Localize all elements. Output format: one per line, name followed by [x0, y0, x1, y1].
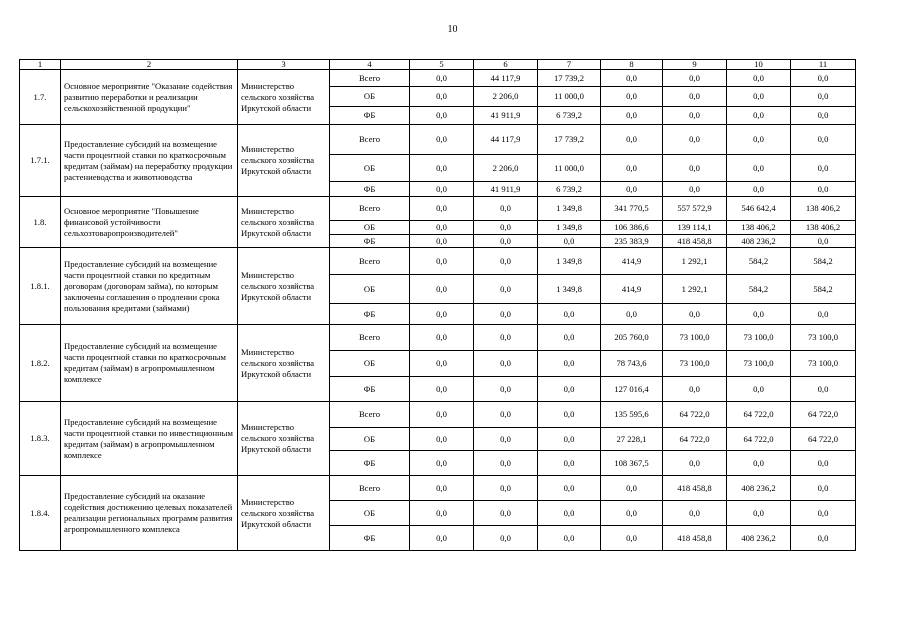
amount-cell: 0,0 — [791, 304, 856, 325]
amount-cell: 0,0 — [474, 275, 538, 304]
amount-cell: 73 100,0 — [727, 351, 791, 377]
amount-cell: 0,0 — [474, 221, 538, 235]
funding-source: Всего — [330, 197, 410, 221]
amount-cell: 0,0 — [474, 451, 538, 476]
amount-cell: 0,0 — [727, 451, 791, 476]
amount-cell: 0,0 — [538, 325, 601, 351]
amount-cell: 0,0 — [538, 526, 601, 551]
measure-description: Предоставление субсидий на оказание содействия достижению целевых показателей реализации региональных программ развития агропромышленного комплекса — [61, 476, 238, 551]
measure-description: Основное мероприятие "Повышение финансовой устойчивости сельхозтоваропроизводителей" — [61, 197, 238, 248]
amount-cell: 27 228,1 — [601, 428, 663, 451]
amount-cell: 0,0 — [474, 325, 538, 351]
responsible-organization: Министерство сельского хозяйства Иркутской области — [238, 476, 330, 551]
amount-cell: 235 383,9 — [601, 235, 663, 248]
funding-source: ОБ — [330, 428, 410, 451]
amount-cell: 0,0 — [791, 476, 856, 501]
amount-cell: 0,0 — [410, 526, 474, 551]
amount-cell: 0,0 — [663, 377, 727, 402]
amount-cell: 64 722,0 — [663, 402, 727, 428]
amount-cell: 2 206,0 — [474, 155, 538, 182]
amount-cell: 0,0 — [410, 402, 474, 428]
amount-cell: 0,0 — [663, 501, 727, 526]
amount-cell: 1 349,8 — [538, 248, 601, 275]
header-row — [20, 60, 856, 70]
funding-source: Всего — [330, 325, 410, 351]
funding-source: Всего — [330, 248, 410, 275]
amount-cell: 0,0 — [727, 182, 791, 197]
row-number: 1.8.2. — [20, 325, 61, 402]
amount-cell: 64 722,0 — [791, 402, 856, 428]
amount-cell: 0,0 — [538, 402, 601, 428]
amount-cell: 73 100,0 — [663, 325, 727, 351]
amount-cell: 0,0 — [727, 501, 791, 526]
amount-cell: 0,0 — [538, 377, 601, 402]
amount-cell: 0,0 — [538, 476, 601, 501]
amount-cell: 0,0 — [663, 125, 727, 155]
amount-cell: 0,0 — [663, 155, 727, 182]
amount-cell: 0,0 — [663, 451, 727, 476]
amount-cell: 0,0 — [791, 526, 856, 551]
amount-cell: 0,0 — [410, 377, 474, 402]
header-cell: 11 — [791, 60, 856, 70]
amount-cell: 418 458,8 — [663, 476, 727, 501]
amount-cell: 0,0 — [727, 107, 791, 125]
amount-cell: 0,0 — [410, 304, 474, 325]
budget-table — [19, 59, 856, 551]
table-row — [20, 476, 856, 501]
amount-cell: 0,0 — [410, 248, 474, 275]
amount-cell: 0,0 — [663, 107, 727, 125]
amount-cell: 0,0 — [727, 125, 791, 155]
amount-cell: 64 722,0 — [727, 402, 791, 428]
amount-cell: 138 406,2 — [791, 221, 856, 235]
amount-cell: 44 117,9 — [474, 125, 538, 155]
amount-cell: 0,0 — [601, 501, 663, 526]
amount-cell: 0,0 — [791, 87, 856, 107]
amount-cell: 557 572,9 — [663, 197, 727, 221]
amount-cell: 64 722,0 — [727, 428, 791, 451]
amount-cell: 0,0 — [791, 125, 856, 155]
amount-cell: 127 016,4 — [601, 377, 663, 402]
table-row — [20, 248, 856, 275]
page-number: 10 — [447, 24, 458, 35]
amount-cell: 0,0 — [410, 351, 474, 377]
funding-source: ОБ — [330, 155, 410, 182]
amount-cell: 0,0 — [791, 70, 856, 87]
funding-source: ФБ — [330, 451, 410, 476]
amount-cell: 41 911,9 — [474, 107, 538, 125]
amount-cell: 0,0 — [474, 197, 538, 221]
amount-cell: 584,2 — [727, 248, 791, 275]
amount-cell: 0,0 — [727, 304, 791, 325]
amount-cell: 73 100,0 — [791, 351, 856, 377]
table-row — [20, 402, 856, 428]
amount-cell: 73 100,0 — [791, 325, 856, 351]
amount-cell: 418 458,8 — [663, 235, 727, 248]
header-cell: 1 — [20, 60, 61, 70]
header-cell: 5 — [410, 60, 474, 70]
header-cell: 9 — [663, 60, 727, 70]
amount-cell: 73 100,0 — [727, 325, 791, 351]
amount-cell: 0,0 — [538, 428, 601, 451]
funding-source: ФБ — [330, 304, 410, 325]
amount-cell: 408 236,2 — [727, 526, 791, 551]
funding-source: ОБ — [330, 275, 410, 304]
amount-cell: 341 770,5 — [601, 197, 663, 221]
amount-cell: 0,0 — [601, 304, 663, 325]
amount-cell: 1 292,1 — [663, 248, 727, 275]
table-body — [20, 60, 856, 551]
amount-cell: 0,0 — [791, 155, 856, 182]
amount-cell: 0,0 — [727, 87, 791, 107]
amount-cell: 0,0 — [538, 304, 601, 325]
amount-cell: 64 722,0 — [663, 428, 727, 451]
amount-cell: 584,2 — [791, 248, 856, 275]
amount-cell: 2 206,0 — [474, 87, 538, 107]
amount-cell: 1 292,1 — [663, 275, 727, 304]
amount-cell: 106 386,6 — [601, 221, 663, 235]
amount-cell: 6 739,2 — [538, 107, 601, 125]
row-number: 1.7.1. — [20, 125, 61, 197]
amount-cell: 17 739,2 — [538, 125, 601, 155]
funding-source: ОБ — [330, 501, 410, 526]
amount-cell: 0,0 — [601, 125, 663, 155]
amount-cell: 414,9 — [601, 275, 663, 304]
amount-cell: 0,0 — [601, 526, 663, 551]
amount-cell: 1 349,8 — [538, 197, 601, 221]
funding-source: Всего — [330, 402, 410, 428]
funding-source: ФБ — [330, 235, 410, 248]
amount-cell: 0,0 — [663, 87, 727, 107]
amount-cell: 1 349,8 — [538, 221, 601, 235]
amount-cell: 0,0 — [727, 377, 791, 402]
funding-source: Всего — [330, 125, 410, 155]
amount-cell: 0,0 — [727, 70, 791, 87]
amount-cell: 0,0 — [474, 304, 538, 325]
amount-cell: 0,0 — [727, 155, 791, 182]
amount-cell: 0,0 — [410, 107, 474, 125]
amount-cell: 0,0 — [410, 155, 474, 182]
header-cell: 2 — [61, 60, 238, 70]
header-cell: 3 — [238, 60, 330, 70]
amount-cell: 0,0 — [410, 451, 474, 476]
amount-cell: 0,0 — [538, 501, 601, 526]
amount-cell: 6 739,2 — [538, 182, 601, 197]
amount-cell: 0,0 — [791, 451, 856, 476]
amount-cell: 0,0 — [791, 182, 856, 197]
amount-cell: 73 100,0 — [663, 351, 727, 377]
responsible-organization: Министерство сельского хозяйства Иркутской области — [238, 402, 330, 476]
amount-cell: 584,2 — [727, 275, 791, 304]
funding-source: ФБ — [330, 182, 410, 197]
amount-cell: 408 236,2 — [727, 476, 791, 501]
amount-cell: 17 739,2 — [538, 70, 601, 87]
amount-cell: 11 000,0 — [538, 155, 601, 182]
amount-cell: 0,0 — [663, 182, 727, 197]
header-cell: 4 — [330, 60, 410, 70]
amount-cell: 0,0 — [601, 155, 663, 182]
header-cell: 8 — [601, 60, 663, 70]
funding-source: ОБ — [330, 221, 410, 235]
amount-cell: 0,0 — [410, 70, 474, 87]
amount-cell: 0,0 — [791, 377, 856, 402]
funding-source: Всего — [330, 476, 410, 501]
table-row — [20, 125, 856, 155]
amount-cell: 0,0 — [410, 182, 474, 197]
amount-cell: 138 406,2 — [727, 221, 791, 235]
amount-cell: 0,0 — [601, 107, 663, 125]
funding-source: ОБ — [330, 87, 410, 107]
measure-description: Предоставление субсидий на возмещение части процентной ставки по кредитным договорам (договорам займа), по которым заключены соглашения о продлении срока пользования кредитами (займами) — [61, 248, 238, 325]
amount-cell: 0,0 — [601, 476, 663, 501]
amount-cell: 41 911,9 — [474, 182, 538, 197]
table-row — [20, 197, 856, 221]
amount-cell: 135 595,6 — [601, 402, 663, 428]
amount-cell: 0,0 — [410, 235, 474, 248]
funding-source: ФБ — [330, 377, 410, 402]
amount-cell: 0,0 — [663, 304, 727, 325]
amount-cell: 0,0 — [601, 182, 663, 197]
amount-cell: 0,0 — [410, 501, 474, 526]
amount-cell: 0,0 — [474, 351, 538, 377]
measure-description: Предоставление субсидий на возмещение части процентной ставки по краткосрочным кредитам (займам) на переработку продукции растениеводства и животноводства — [61, 125, 238, 197]
amount-cell: 44 117,9 — [474, 70, 538, 87]
amount-cell: 0,0 — [474, 526, 538, 551]
responsible-organization: Министерство сельского хозяйства Иркутской области — [238, 325, 330, 402]
amount-cell: 0,0 — [538, 351, 601, 377]
amount-cell: 1 349,8 — [538, 275, 601, 304]
funding-source: ОБ — [330, 351, 410, 377]
amount-cell: 0,0 — [474, 235, 538, 248]
amount-cell: 0,0 — [601, 87, 663, 107]
amount-cell: 0,0 — [410, 87, 474, 107]
amount-cell: 0,0 — [601, 70, 663, 87]
row-number: 1.7. — [20, 70, 61, 125]
amount-cell: 0,0 — [410, 325, 474, 351]
amount-cell: 546 642,4 — [727, 197, 791, 221]
amount-cell: 138 406,2 — [791, 197, 856, 221]
amount-cell: 0,0 — [410, 197, 474, 221]
row-number: 1.8. — [20, 197, 61, 248]
row-number: 1.8.4. — [20, 476, 61, 551]
amount-cell: 0,0 — [410, 221, 474, 235]
amount-cell: 0,0 — [791, 235, 856, 248]
funding-source: ФБ — [330, 526, 410, 551]
amount-cell: 0,0 — [410, 476, 474, 501]
amount-cell: 0,0 — [663, 70, 727, 87]
amount-cell: 418 458,8 — [663, 526, 727, 551]
amount-cell: 108 367,5 — [601, 451, 663, 476]
amount-cell: 0,0 — [474, 377, 538, 402]
funding-source: Всего — [330, 70, 410, 87]
header-cell: 6 — [474, 60, 538, 70]
amount-cell: 408 236,2 — [727, 235, 791, 248]
amount-cell: 139 114,1 — [663, 221, 727, 235]
responsible-organization: Министерство сельского хозяйства Иркутской области — [238, 197, 330, 248]
amount-cell: 0,0 — [474, 248, 538, 275]
amount-cell: 205 760,0 — [601, 325, 663, 351]
table-row — [20, 325, 856, 351]
header-cell: 10 — [727, 60, 791, 70]
amount-cell: 0,0 — [791, 501, 856, 526]
row-number: 1.8.3. — [20, 402, 61, 476]
amount-cell: 0,0 — [538, 451, 601, 476]
header-cell: 7 — [538, 60, 601, 70]
measure-description: Предоставление субсидий на возмещение части процентной ставки по краткосрочным кредитам (займам) в агропромышленном комплексе — [61, 325, 238, 402]
amount-cell: 0,0 — [410, 275, 474, 304]
funding-source: ФБ — [330, 107, 410, 125]
measure-description: Предоставление субсидий на возмещение части процентной ставки по инвестиционным кредитам (займам) в агропромышленном комплексе — [61, 402, 238, 476]
amount-cell: 0,0 — [791, 107, 856, 125]
amount-cell: 0,0 — [474, 428, 538, 451]
responsible-organization: Министерство сельского хозяйства Иркутской области — [238, 248, 330, 325]
amount-cell: 0,0 — [410, 428, 474, 451]
amount-cell: 0,0 — [538, 235, 601, 248]
amount-cell: 0,0 — [410, 125, 474, 155]
amount-cell: 0,0 — [474, 501, 538, 526]
row-number: 1.8.1. — [20, 248, 61, 325]
amount-cell: 64 722,0 — [791, 428, 856, 451]
amount-cell: 11 000,0 — [538, 87, 601, 107]
amount-cell: 584,2 — [791, 275, 856, 304]
amount-cell: 414,9 — [601, 248, 663, 275]
amount-cell: 0,0 — [474, 476, 538, 501]
table-row — [20, 70, 856, 87]
responsible-organization: Министерство сельского хозяйства Иркутской области — [238, 125, 330, 197]
amount-cell: 0,0 — [474, 402, 538, 428]
responsible-organization: Министерство сельского хозяйства Иркутской области — [238, 70, 330, 125]
measure-description: Основное мероприятие "Оказание содействия развитию переработки и реализации сельскохозяйственной продукции" — [61, 70, 238, 125]
amount-cell: 78 743,6 — [601, 351, 663, 377]
